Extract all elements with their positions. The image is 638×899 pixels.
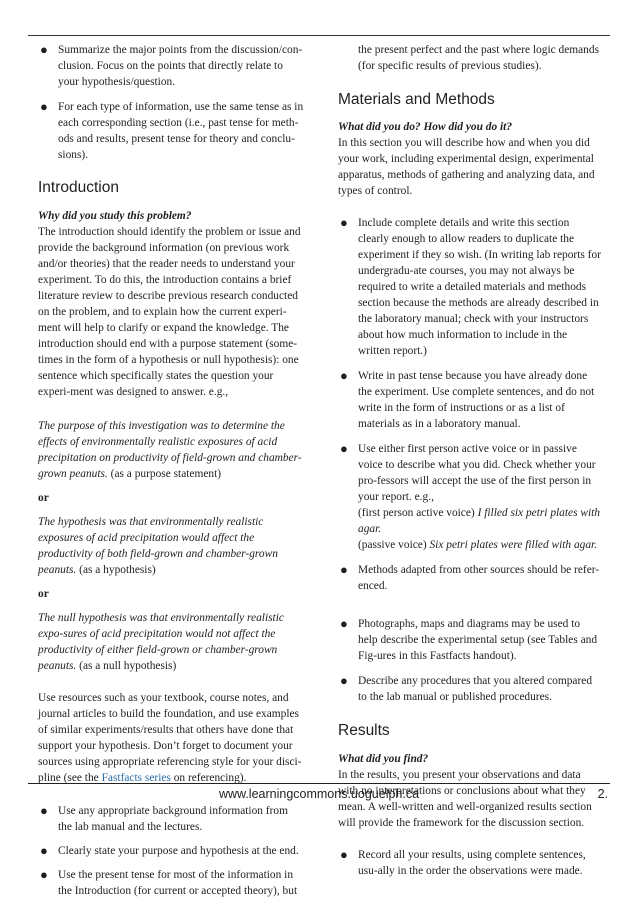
resources-text-end: on referencing).: [170, 772, 247, 784]
bullet-text: Methods adapted from other sources should be refer-enced.: [358, 564, 600, 592]
fastfacts-series-link[interactable]: Fastfacts series: [101, 772, 171, 784]
example-note: (as a hypothesis): [76, 564, 156, 576]
list-item: [38, 803, 304, 835]
bullet-icon: ●: [40, 803, 48, 818]
right-column: [338, 40, 602, 879]
example-italic: The null hypothesis was that environmentally realistic expo-sures of acid precipitation would not affect the productivity of either field-grown or chamber-grown peanuts.: [38, 612, 284, 672]
bullet-icon: ●: [340, 673, 348, 688]
bullet-icon: ●: [40, 99, 48, 114]
bullet-icon: ●: [340, 215, 348, 230]
bullet-icon: ●: [40, 42, 48, 57]
footer-url-link[interactable]: www.learningcommons.uoguelph.ca: [218, 787, 420, 801]
or-label: or: [38, 588, 49, 600]
list-item: [38, 867, 304, 899]
bullet-icon: ●: [340, 368, 348, 383]
or-label: or: [38, 492, 49, 504]
list-item: [338, 616, 602, 664]
section-heading-materials-methods: Materials and Methods: [338, 91, 495, 108]
example-italic: Six petri plates were filled with agar.: [429, 539, 598, 551]
bullet-text: Use either first person active voice or in passive voice to describe what you did. Check whether your pro-fessors will accept the use of the first person in your report. e.g.,: [358, 443, 596, 503]
resources-paragraph: [38, 690, 304, 786]
list-item: [38, 42, 304, 90]
bullet-text: Write in past tense because you have already done the experiment. Use complete sentences, and do not write in the form of instructions or as a list of materials as in a laboratory manual.: [358, 370, 595, 430]
results-subheading: What did you find?: [338, 753, 429, 765]
section-heading-results: Results: [338, 722, 390, 739]
example-label: (first person active voice): [358, 507, 478, 519]
example-hypothesis: [38, 514, 304, 578]
voice-passive-example: [358, 537, 602, 553]
bullet-icon: ●: [40, 843, 48, 858]
example-note: (as a purpose statement): [107, 468, 222, 480]
list-item: [338, 847, 602, 879]
bullet-icon: ●: [340, 441, 348, 456]
results-body: In the results, you present your observations and data with no interpretations or conclusions about what they mean. A well-written and well-organized results section will provide the framework for the discussion section.: [338, 769, 592, 829]
bullet-icon: ●: [340, 847, 348, 862]
list-item: [338, 215, 602, 359]
example-purpose-statement: [38, 418, 304, 482]
continuation-text: the present perfect and the past where logic demands (for specific results of previous studies).: [358, 44, 600, 72]
example-italic: The purpose of this investigation was to determine the effects of environmentally realistic exposures of acid precipitation on productivity of field-grown and chamber-grown peanuts.: [38, 420, 302, 480]
methods-subheading: What did you do? How did you do it?: [338, 121, 513, 133]
bullet-icon: ●: [40, 867, 48, 882]
example-italic: I filled six petri plates with agar.: [358, 507, 601, 535]
voice-active-example: [358, 505, 602, 537]
bullet-icon: ●: [340, 616, 348, 631]
list-item: [338, 368, 602, 432]
example-label: (passive voice): [358, 539, 430, 551]
intro-subheading: Why did you study this problem?: [38, 210, 192, 222]
section-heading-introduction: Introduction: [38, 179, 119, 196]
footer-rule: [28, 783, 610, 784]
bullet-text: Record all your results, using complete sentences, usu-ally in the order the observations were made.: [358, 849, 586, 877]
bullet-text: Clearly state your purpose and hypothesis at the end.: [58, 845, 299, 857]
list-item: [38, 99, 304, 163]
list-item: [38, 843, 304, 859]
methods-body: In this section you will describe how and when you did your work, including experimental design, experimental apparatus, methods of gathering and analyzing data, and types of control.: [338, 137, 595, 197]
bullet-text: Photographs, maps and diagrams may be used to help describe the experimental setup (see Tables and Fig-ures in this Fastfacts handout).: [358, 618, 598, 662]
list-item: [338, 562, 602, 594]
bullet-text: Include complete details and write this section clearly enough to allow readers to duplicate the experiment if they so wish. (In writing lab reports for undergradu-ate courses, you may not always be required to write a detailed materials and methods section because the methods are already described in the laboratory manual; check with your instructors about how much information to include in the written report.): [358, 217, 601, 357]
top-rule: [28, 35, 610, 36]
bullet-icon: ●: [340, 562, 348, 577]
bullet-text: Use the present tense for most of the information in the Introduction (for current or accepted theory), but: [58, 869, 298, 897]
left-column: [38, 40, 304, 899]
example-italic: The hypothesis was that environmentally realistic exposures of acid precipitation would affect the productivity of both field-grown and chamber-grown peanuts.: [38, 516, 278, 576]
page-number: 2.: [597, 787, 608, 801]
list-item-voice: [338, 441, 602, 553]
bullet-text: Summarize the major points from the discussion/con-clusion. Focus on the points that directly relate to your hypothesis/question.: [58, 44, 303, 88]
example-note: (as a null hypothesis): [76, 660, 177, 672]
intro-body: The introduction should identify the problem or issue and provide the background information (on previous work and/or theories) that the reader needs to understand your experiment. To do this, the introduction contains a brief literature review to describe previous research conducted on the problem, and to explain how the current experi-ment will help to clarify or expand the knowledge. The introduction should end with a purpose statement (some-times in the form of a hypothesis or null hypothesis): one sentence which specifically states the question your experi-ment was designed to answer. e.g.,: [38, 226, 301, 398]
bullet-text: For each type of information, use the same tense as in each corresponding section (i.e., past tense for meth-ods and results, present tense for theory and conclu-sions).: [58, 101, 304, 161]
list-item: [338, 673, 602, 705]
bullet-text: Use any appropriate background information from the lab manual and the lectures.: [58, 805, 288, 833]
resources-text: Use resources such as your textbook, course notes, and journal articles to build the foundation, and use examples of similar experiments/results that others have done that support your hypothesis. Don’t forget to document your sources using appropriate referencing style for your disci-pline (see the: [38, 692, 302, 784]
example-null-hypothesis: [38, 610, 304, 674]
bullet-text: Describe any procedures that you altered compared to the lab manual or published procedures.: [358, 675, 593, 703]
